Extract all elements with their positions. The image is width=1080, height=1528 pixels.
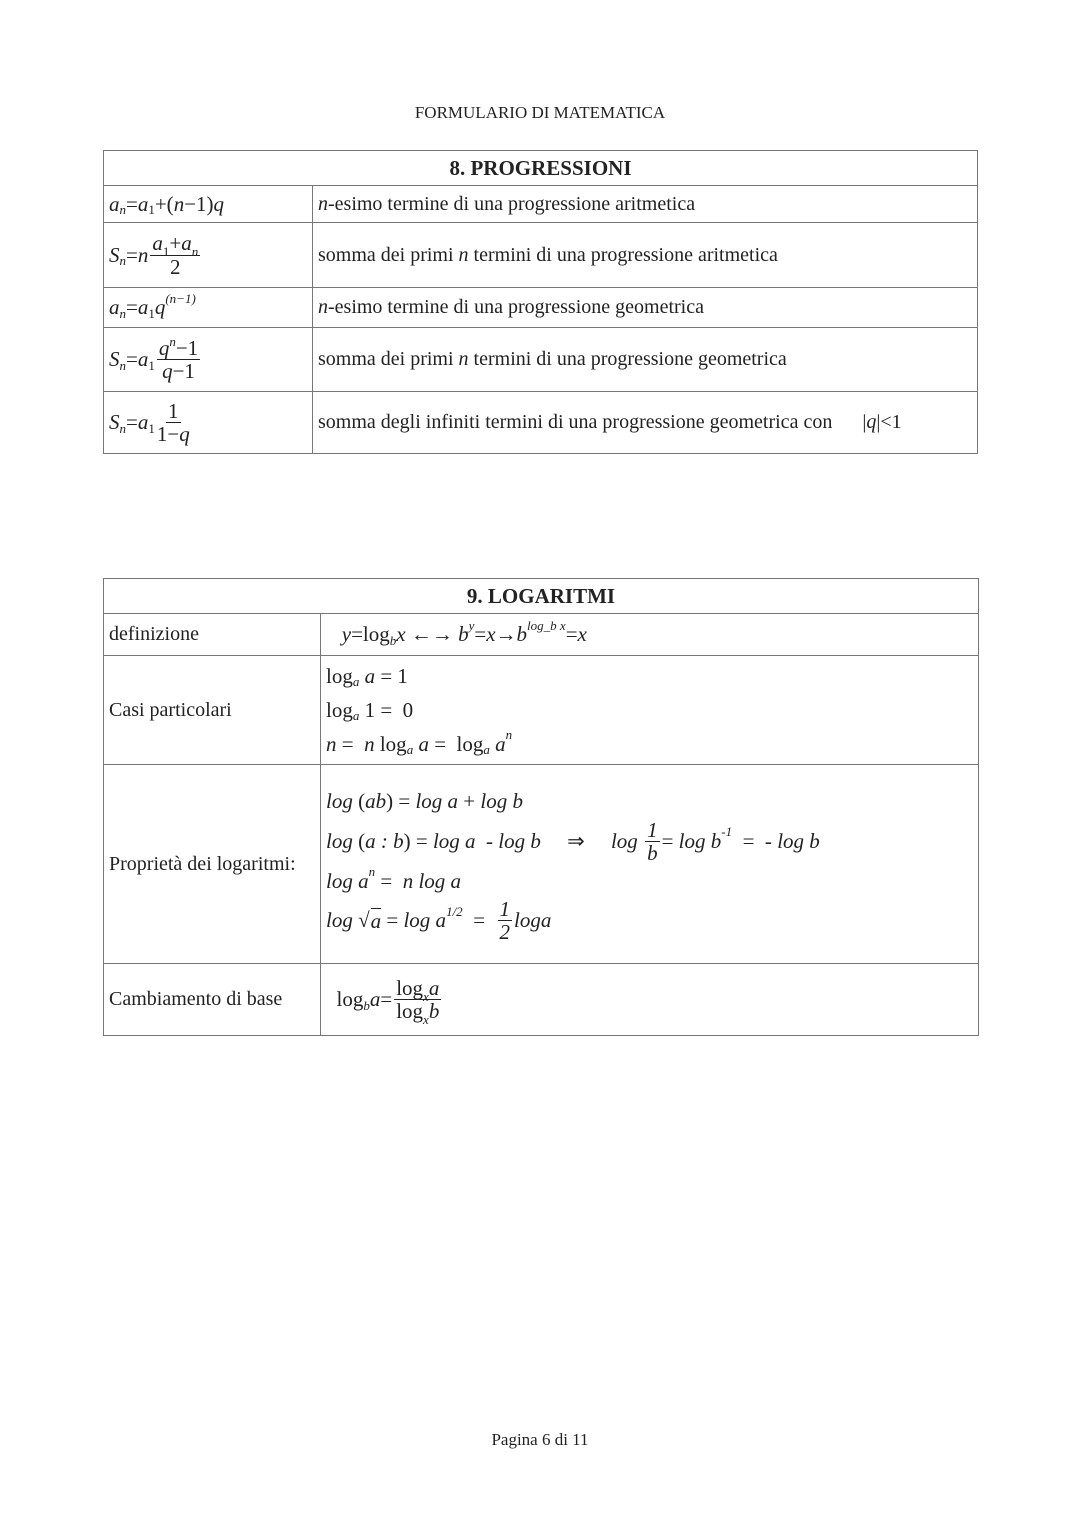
description (318, 244, 778, 266)
math-subscript: n (191, 244, 199, 260)
math-text: = (126, 347, 138, 371)
math-variable: x (486, 622, 496, 646)
math-subscript: x (423, 988, 429, 1004)
fraction-denominator (647, 842, 658, 864)
math-variable: log b (777, 828, 820, 853)
math-fraction (157, 400, 190, 445)
math-variable: n (326, 731, 337, 756)
math-text: log (396, 999, 424, 1023)
math-variable: q (154, 295, 166, 319)
formula (109, 232, 202, 277)
math-variable: S (109, 347, 120, 371)
math-text: = - (732, 828, 778, 853)
table-row (104, 656, 979, 765)
math-variable: n (137, 242, 149, 267)
math-text: = (336, 731, 365, 756)
row-label: Proprietà dei logaritmi: (104, 765, 321, 964)
math-fraction (645, 819, 660, 864)
math-subscript: 1 (148, 357, 155, 373)
math-variable: b (428, 999, 440, 1023)
math-variable: a (428, 975, 440, 1000)
math-text: |<1 (876, 411, 902, 433)
math-text: log (374, 731, 407, 756)
math-variable: 1 (647, 817, 658, 842)
math-text: = (565, 622, 578, 646)
formula-line (326, 864, 973, 898)
math-variable: S (109, 410, 120, 434)
math-text: somma dei primi (318, 348, 459, 370)
formula-line (326, 975, 973, 1027)
math-variable: a : b (365, 828, 404, 853)
fraction-denominator (157, 423, 190, 445)
math-text: -esimo termine di una progressione geometrica (328, 296, 704, 318)
math-fraction (157, 333, 200, 383)
math-variable: a (137, 191, 149, 216)
math-fraction (150, 232, 200, 277)
math-text: somma degli infiniti termini di una progressione geometrica con | (318, 411, 867, 433)
math-text (326, 622, 342, 647)
math-variable: a (137, 410, 149, 434)
math-subscript: b (363, 997, 370, 1013)
table-row (104, 964, 979, 1036)
math-text: log (396, 975, 424, 1000)
math-variable: q (213, 191, 225, 216)
math-subscript: a (406, 742, 414, 757)
math-variable: log a (326, 868, 369, 893)
row-label: Cambiamento di base (104, 964, 321, 1036)
math-text: = (126, 410, 138, 434)
math-variable: a (109, 295, 120, 319)
math-subscript: n (119, 305, 126, 321)
math-fraction (394, 975, 441, 1027)
formula-lines (321, 614, 979, 656)
math-variable: a (137, 347, 149, 371)
table-row (104, 328, 978, 392)
logaritmi-table (103, 578, 979, 1036)
math-superscript: n (368, 864, 376, 879)
math-text: −1 (172, 359, 195, 383)
fraction-numerator (157, 333, 200, 360)
description (318, 411, 902, 433)
math-variable: n log a (402, 868, 462, 893)
formula-line (326, 618, 973, 652)
math-variable: a (359, 663, 376, 688)
section-title: 8. PROGRESSIONI (104, 151, 978, 186)
math-superscript: n (505, 727, 513, 742)
math-subscript: a (352, 708, 360, 723)
section-title: 9. LOGARITMI (104, 579, 979, 614)
math-variable: log a - log b (432, 828, 541, 853)
fraction-denominator (170, 256, 181, 278)
row-label: definizione (104, 614, 321, 656)
formula-line (326, 659, 973, 693)
math-subscript: 1 (148, 202, 155, 217)
math-superscript: 1/2 (446, 903, 463, 919)
math-superscript: log_b x (527, 617, 566, 633)
math-variable: a (181, 231, 192, 256)
formula-line (326, 785, 973, 819)
fraction-numerator (498, 898, 513, 921)
formula-line (326, 727, 973, 761)
math-variable: ab (365, 789, 387, 814)
math-text: -esimo termine di una progressione aritmetica (328, 192, 696, 215)
math-text: = (126, 242, 138, 267)
math-text: log (326, 987, 364, 1011)
math-variable: a (152, 231, 163, 256)
page-footer: Pagina 6 di 11 (491, 1430, 589, 1449)
description (318, 193, 695, 215)
formula-line (326, 819, 973, 864)
math-text: ( (352, 828, 366, 853)
math-subscript: a (352, 674, 360, 689)
row-label: Casi particolari (104, 656, 321, 765)
math-variable: log (326, 828, 353, 853)
fraction-numerator (166, 400, 181, 423)
formula-lines (321, 964, 979, 1036)
math-superscript: -1 (721, 824, 733, 840)
math-variable: a (489, 731, 506, 756)
fraction-denominator (500, 921, 511, 943)
math-subscript: n (119, 253, 126, 268)
math-subscript: n (119, 357, 126, 373)
math-text: 2 (170, 254, 181, 279)
math-subscript: n (119, 202, 126, 217)
math-text: = (126, 191, 138, 216)
table-row (104, 392, 978, 454)
math-text: 1 = 0 (359, 697, 414, 722)
math-variable: n (173, 191, 185, 216)
math-variable: a (413, 731, 429, 756)
math-variable: log (326, 789, 353, 814)
math-text: = (375, 868, 403, 893)
math-variable: 2 (499, 920, 511, 945)
table-row (104, 223, 978, 288)
math-superscript: n (169, 333, 176, 349)
math-subscript: 1 (162, 244, 170, 260)
math-variable: a (137, 295, 149, 319)
math-variable: a (369, 987, 381, 1011)
math-text: = 1 (375, 663, 408, 688)
math-variable: q (866, 411, 877, 433)
math-text: +( (154, 191, 174, 216)
math-subscript: 1 (148, 420, 155, 436)
formula-line (326, 693, 973, 727)
math-variable: x (396, 622, 406, 646)
math-text: log (326, 663, 353, 688)
math-text: ←→ (405, 622, 459, 646)
description (318, 296, 704, 318)
formula (109, 400, 192, 445)
math-text: −1 (175, 335, 199, 360)
math-text: ) = (386, 789, 416, 814)
math-variable: n (364, 731, 375, 756)
math-text: somma dei primi (318, 243, 459, 266)
math-text: termini di una progressione geometrica (468, 348, 787, 370)
formula (109, 290, 196, 321)
math-variable: log (326, 908, 359, 933)
math-fraction (498, 898, 513, 943)
table-row (104, 288, 978, 328)
math-text: = (381, 908, 404, 933)
math-text: + (169, 231, 182, 256)
math-variable: log b (678, 828, 722, 853)
math-text: termini di una progressione aritmetica (468, 243, 778, 266)
formula (109, 192, 224, 217)
math-variable: 1 (499, 897, 511, 921)
formula-lines (321, 765, 979, 964)
fraction-denominator (162, 360, 195, 382)
math-text: = (474, 622, 487, 646)
math-text: = (126, 295, 138, 319)
math-text: =log (351, 622, 390, 646)
page-header: FORMULARIO DI MATEMATICA (414, 103, 666, 122)
fraction-denominator (396, 999, 440, 1027)
formula-line (326, 898, 973, 943)
math-text: = (462, 908, 496, 933)
math-variable: b (516, 622, 528, 646)
math-subscript: n (119, 420, 126, 436)
math-variable: n (458, 243, 469, 266)
math-text: −1) (184, 191, 214, 216)
math-variable: S (109, 242, 120, 267)
math-subscript: a (483, 742, 490, 757)
math-subscript: b (389, 632, 397, 648)
math-variable: x (577, 622, 587, 646)
math-text: 1 (168, 398, 179, 423)
math-variable: n (318, 192, 328, 215)
math-text: ( (352, 789, 366, 814)
math-variable: log a (415, 789, 459, 814)
math-variable: log (610, 828, 644, 853)
math-text: + (458, 789, 481, 814)
fraction-numerator (150, 231, 200, 260)
math-variable: b (647, 840, 658, 865)
math-text: ⇒ (540, 828, 611, 853)
math-variable: loga (514, 908, 552, 933)
math-variable: log b (480, 789, 523, 814)
table-row (104, 186, 978, 223)
math-radicand: a (370, 908, 382, 933)
table-row (104, 765, 979, 964)
description (318, 348, 787, 370)
math-variable: q (179, 422, 190, 446)
formula-lines (321, 656, 979, 765)
math-text: log (326, 697, 353, 722)
math-variable: q (158, 335, 170, 360)
math-superscript: (n−1) (165, 290, 196, 306)
fraction-numerator (394, 975, 441, 1004)
math-variable: y (341, 622, 352, 646)
math-subscript: 1 (148, 305, 155, 321)
math-variable: q (162, 359, 173, 383)
math-subscript: x (423, 1012, 429, 1027)
math-variable: n (318, 296, 328, 318)
math-variable: b (458, 622, 469, 646)
progressioni-table (103, 150, 978, 454)
math-text: = log (428, 731, 484, 756)
fraction-numerator (645, 819, 660, 842)
math-text: √ (358, 908, 370, 933)
math-superscript: y (468, 617, 475, 633)
table-row (104, 614, 979, 656)
math-variable: log a (403, 908, 447, 933)
math-variable: a (109, 191, 120, 216)
math-text: 1− (156, 422, 180, 446)
math-text: ) = (403, 828, 433, 853)
math-text: → (495, 622, 517, 646)
math-text: = (380, 987, 393, 1011)
formula (109, 333, 202, 383)
math-variable: n (458, 348, 469, 370)
math-text: = (661, 828, 679, 853)
